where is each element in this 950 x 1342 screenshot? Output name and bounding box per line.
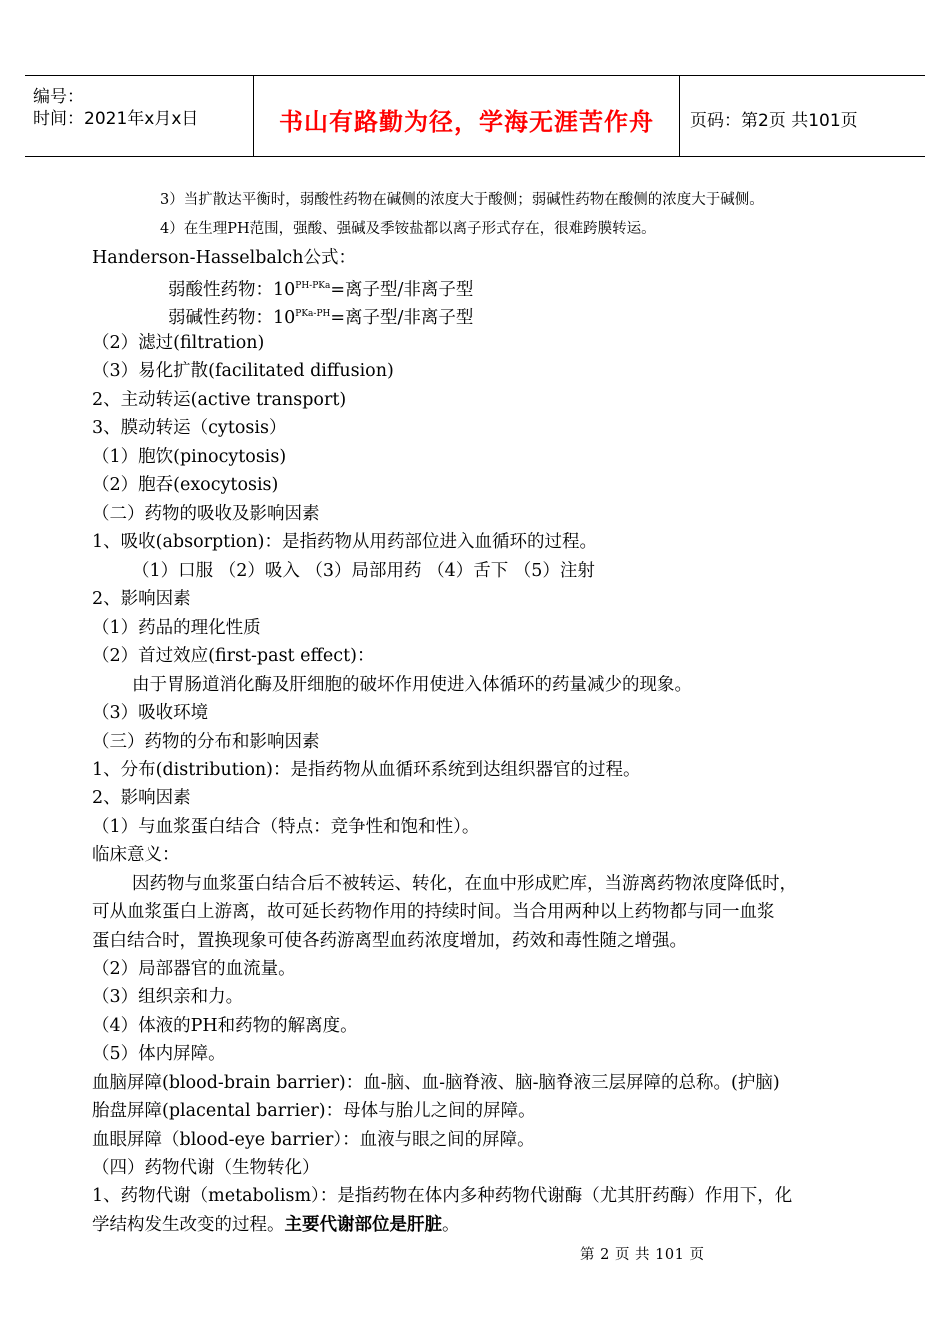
text-line: （3）组织亲和力。 [92, 987, 244, 1007]
page-info: 页码：第2页 共101页 [690, 111, 858, 131]
formula-weak-acid [168, 274, 473, 302]
formula-exponent: PH-PKa [295, 281, 331, 291]
text-line: （2）胞吞(exocytosis) [92, 475, 279, 495]
document-time-label: 时间：2021年x月x日 [33, 109, 199, 129]
text-line [92, 644, 374, 668]
text-line: 2、影响因素 [92, 788, 191, 808]
section-heading: （二）药物的吸收及影响因素 [92, 504, 320, 524]
text-line: （1）药品的理化性质 [92, 618, 261, 638]
emphasis-liver: 主要代谢部位是肝脏 [284, 1215, 442, 1235]
term-blood-brain-barrier: 血脑屏障 [92, 1073, 162, 1093]
text-line: Handerson-Hasselbalch公式： [92, 248, 357, 268]
text-line [92, 1071, 780, 1095]
text-line: （2）滤过(filtration) [92, 333, 265, 353]
text-line: （3）吸收环境 [92, 703, 209, 723]
text-line: 2、影响因素 [92, 589, 191, 609]
text-line: （3）易化扩散(facilitated diffusion) [92, 361, 394, 381]
text-line: 1、吸收(absorption)：是指药物从用药部位进入血循环的过程。 [92, 532, 597, 552]
formula-label: 弱酸性药物： [168, 280, 273, 300]
section-heading: （三）药物的分布和影响因素 [92, 732, 320, 752]
term-first-pass-effect: 首过效应 [138, 646, 209, 666]
paragraph-line: 可从血浆蛋白上游离，故可延长药物作用的持续时间。当合用两种以上药物都与同一血浆 [92, 902, 775, 922]
text-segment: （2） [92, 646, 139, 666]
text-line: （5）体内屏障。 [92, 1044, 226, 1064]
document-number-label: 编号： [33, 87, 84, 107]
text-line: 血眼屏障（blood-eye barrier）：血液与眼之间的屏障。 [92, 1130, 535, 1150]
text-line: （1）与血浆蛋白结合（特点：竞争性和饱和性）。 [92, 817, 480, 837]
clinical-significance-heading: 临床意义： [92, 845, 180, 865]
header-info-cell [25, 76, 254, 156]
text-line: 胎盘屏障(placental barrier)：母体与胎儿之间的屏障。 [92, 1101, 536, 1121]
text-line: 4）在生理PH范围，强酸、强碱及季铵盐都以离子形式存在，很难跨膜转运。 [160, 221, 656, 237]
text-line: 1、分布(distribution)：是指药物从血循环系统到达组织器官的过程。 [92, 760, 641, 780]
text-line: 3、膜动转运（cytosis） [92, 418, 287, 438]
header-table [25, 75, 925, 157]
text-segment: (first-past effect)： [208, 646, 375, 666]
text-line: 由于胃肠道消化酶及肝细胞的破坏作用使进入体循环的药量减少的现象。 [132, 675, 692, 695]
text-line: 3）当扩散达平衡时，弱酸性药物在碱侧的浓度大于酸侧；弱碱性药物在酸侧的浓度大于碱侧。 [160, 192, 764, 208]
formula-result: =离子型/非离子型 [330, 280, 474, 300]
header-motto-cell [254, 76, 680, 156]
formula-base: 10 [273, 280, 296, 300]
motto-text: 书山有路勤为径，学海无涯苦作舟 [279, 108, 654, 136]
paragraph-line [92, 1213, 460, 1237]
header-page-cell [680, 76, 925, 156]
formula-exponent: PKa-PH [295, 309, 331, 319]
formula-result: =离子型/非离子型 [330, 308, 474, 328]
formula-label: 弱碱性药物： [168, 308, 273, 328]
text-line: （1）口服 （2）吸入 （3）局部用药 （4）舌下 （5）注射 [132, 561, 595, 581]
text-line: （4）体液的PH和药物的解离度。 [92, 1016, 358, 1036]
paragraph-line: 1、药物代谢（metabolism）：是指药物在体内多种药物代谢酶（尤其肝药酶）作用下，化 [92, 1186, 793, 1206]
section-heading: （四）药物代谢（生物转化） [92, 1158, 320, 1178]
text-line: （2）局部器官的血流量。 [92, 959, 296, 979]
formula-weak-base [168, 302, 473, 330]
paragraph-line: 蛋白结合时，置换现象可使各药游离型血药浓度增加，药效和毒性随之增强。 [92, 931, 687, 951]
text-segment: 。 [442, 1215, 460, 1235]
paragraph-line: 因药物与血浆蛋白结合后不被转运、转化，在血中形成贮库，当游离药物浓度降低时， [132, 874, 797, 894]
text-line: （1）胞饮(pinocytosis) [92, 447, 287, 467]
text-line: 2、主动转运(active transport) [92, 390, 347, 410]
formula-base: 10 [273, 308, 296, 328]
text-segment: (blood-brain barrier)：血-脑、血-脑脊液、脑-脑脊液三层屏障的总称。(护脑) [162, 1073, 780, 1093]
text-segment: 学结构发生改变的过程。 [92, 1215, 285, 1235]
page-footer: 第 2 页 共 101 页 [580, 1247, 705, 1263]
